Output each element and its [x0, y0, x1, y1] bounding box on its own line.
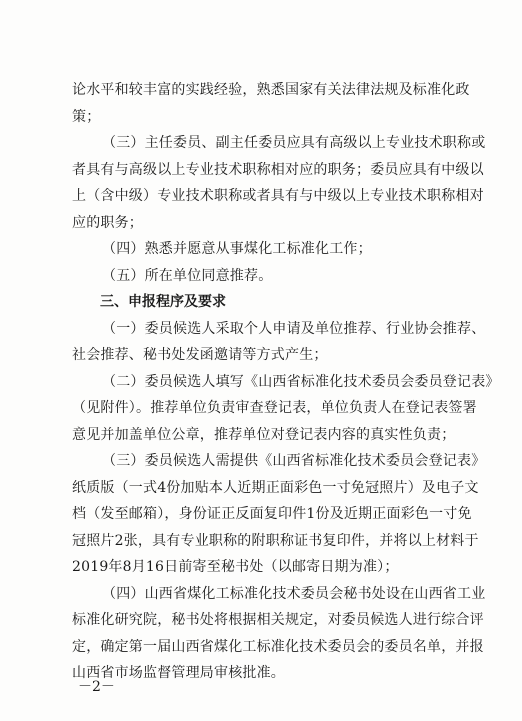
body-line: 档（发至邮箱），身份证正反面复印件1份及近期正面彩色一寸免	[72, 506, 472, 522]
section-heading: 三、申报程序及要求	[100, 294, 226, 310]
body-line: 2019年8月16日前寄至秘书处（以邮寄日期为准）；	[72, 559, 399, 575]
body-line: （三）委员候选人需提供《山西省标准化技术委员会登记表》	[102, 453, 486, 469]
body-line: （四）山西省煤化工标准化技术委员会秘书处设在山西省工业	[102, 585, 486, 602]
body-line: 策；	[72, 108, 101, 125]
body-line: （见附件）。推荐单位负责审查登记表，单位负责人在登记表签署	[72, 400, 477, 416]
body-line: 意见并加盖单位公章，推荐单位对登记表内容的真实性负责；	[72, 426, 456, 443]
body-line: 社会推荐、秘书处发函邀请等方式产生；	[72, 347, 328, 363]
body-line: 应的职务；	[72, 214, 143, 231]
body-line: 定，确定第一届山西省煤化工标准化技术委员会的委员名单，并报	[72, 638, 484, 655]
body-line: 山西省市场监督管理局审核批准。	[72, 665, 285, 681]
body-line: 冠照片2张，具有专业职称的附职称证书复印件，并将以上材料于	[72, 532, 479, 549]
body-line: （五）所在单位同意推荐。	[102, 267, 273, 284]
body-line: （四）熟悉并愿意从事煤化工标准化工作；	[102, 241, 372, 257]
body-line: （二）委员候选人填写《山西省标准化技术委员会委员登记表》	[102, 373, 500, 390]
body-line: 者具有与高级以上专业技术职称相对应的职务；委员应具有中级以	[72, 161, 484, 178]
document-body	[72, 77, 500, 687]
body-line: 论水平和较丰富的实践经验，熟悉国家有关法律法规及标准化政	[72, 82, 470, 98]
body-line: 标准化研究院，秘书处将根据相关规定，对委员候选人进行综合评	[72, 612, 484, 628]
body-line: （三）主任委员、副主任委员应具有高级以上专业技术职称或	[102, 135, 486, 151]
body-line: 纸质版（一式4份加贴本人近期正面彩色一寸免冠照片）及电子文	[72, 479, 479, 496]
body-line: 上（含中级）专业技术职称或者具有与中级以上专业技术职称相对	[72, 188, 484, 204]
body-line: （一）委员候选人采取个人申请及单位推荐、行业协会推荐、	[102, 320, 486, 337]
page-number: －2－	[78, 679, 115, 695]
